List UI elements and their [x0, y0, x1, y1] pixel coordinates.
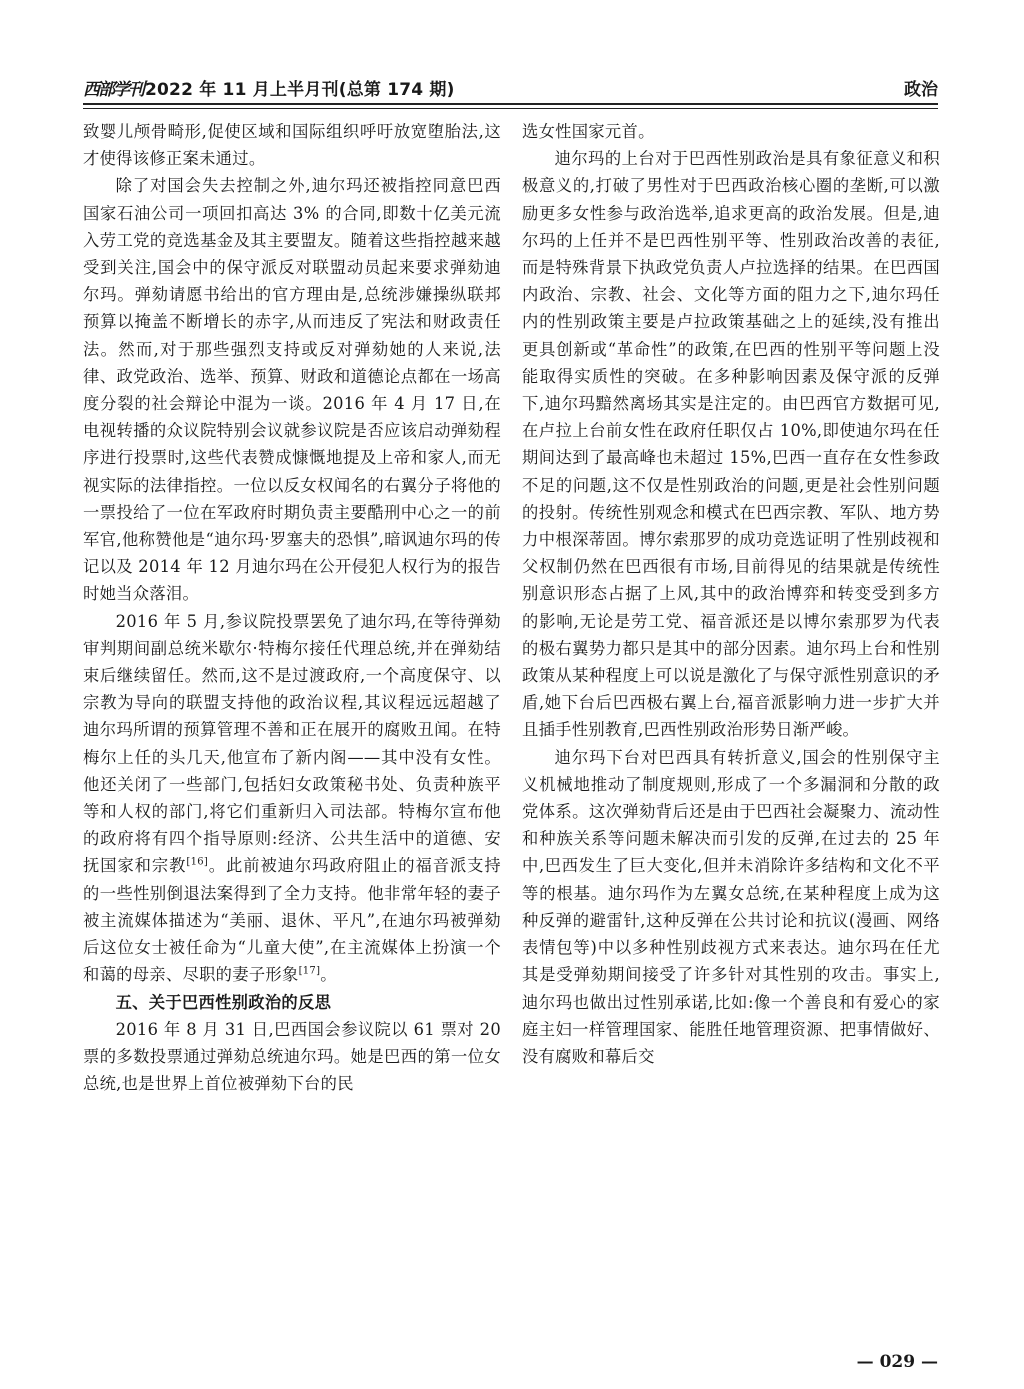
paragraph-gender-politics: 迪尔玛的上台对于巴西性别政治是具有象征意义和积极意义的,打破了男性对于巴西政治核心圈的垄断,可以激励更多女性参与政治选举,追求更高的政治发展。但是,迪尔玛的上任并不是巴西性别平等、性别政治改善的表征,而是特殊背景下执政党负责人卢拉选择的结果。在巴西国内政治、宗教、社会、文化等方面的阻力之下,迪尔玛任内的性别政策主要是卢拉政策基础之上的延续,没有推出更具创新或“革命性”的政策,在巴西的性别平等问题上没能取得实质性的突破。在多种影响因素及保守派的反弹下,迪尔玛黯然离场其实是注定的。由巴西官方数据可见,在卢拉上台前女性在政府任职仅占 10%,即使迪尔玛在任期间达到了最高峰也未超过 15%,巴西一直存在女性参政不足的问题,这不仅是性别政治的问题,更是社会性别问题的投射。传统性别观念和模式在巴西宗教、军队、地方势力中根深蒂固。博尔索那罗的成功竞选证明了性别歧视和父权制仍然在巴西很有市场,目前得见的结果就是传统性别意识形态占据了上风,其中的政治博弈和转变受到多方的影响,无论是劳工党、福音派还是以博尔索那罗为代表的极右翼势力都只是其中的部分因素。迪尔玛上台和性别政策从某种程度上可以说是激化了与保守派性别意识的矛盾,她下台后巴西极右翼上台,福音派影响力进一步扩大并且插手性别教育,巴西性别政治形势日渐严峻。 — [522, 149, 940, 740]
paragraph-continuation: 选女性国家元首。 — [522, 122, 655, 141]
paragraph-turning-point: 迪尔玛下台对巴西具有转折意义,国会的性别保守主义机械地推动了制度规则,形成了一个多漏洞和分散的政党体系。这次弹劾背后还是由于巴西社会凝聚力、流动性和种族关系等问题未解决而引发的反弹,在过去的 25 年中,巴西发生了巨大变化,但并未消除许多结构和文化不平等的根基。迪尔玛作为左翼女总统,在某种程度上成为这种反弹的避雷针,这种反弹在公共讨论和抗议(漫画、网络表情包等)中以多种性别歧视方式来表达。迪尔玛在任尤其是受弹劾期间接受了许多针对其性别的攻击。事实上,迪尔玛也做出过性别承诺,比如:像一个善良和有爱心的家庭主妇一样管理国家、能胜任地管理资源、把事情做好、没有腐败和幕后交 — [522, 747, 940, 1066]
issue-info: 2022 年 11 月上半月刊(总第 174 期) — [145, 80, 455, 100]
header-rule-thin — [83, 108, 938, 109]
text-segment: 2016 年 5 月,参议院投票罢免了迪尔玛,在等待弹劾审判期间副总统米歇尔·特梅尔接任代理总统,并在弹劾结束后继续留任。然而,这不是过渡政府,一个高度保守、以宗教为导向的联盟支持他的政治议程,其议程远远超越了迪尔玛所谓的预算管理不善和正在展开的腐败丑闻。在特梅尔上任的头几天,他宣布了新内阁——其中没有女性。他还关闭了一些部门,包括妇女政策秘书处、负责种族平等和人权的部门,将它们重新归入司法部。特梅尔宣布他的政府将有四个指导原则:经济、公共生活中的道德、安抚国家和宗教 — [83, 611, 501, 876]
journal-logo: 西部学刊 — [83, 80, 143, 100]
citation-16: [16] — [186, 857, 209, 869]
section-heading: 五、关于巴西性别政治的反思 — [115, 992, 332, 1012]
left-column — [83, 118, 501, 1097]
header-rule-thick — [83, 103, 938, 105]
text-segment: 。此前被迪尔玛政府阻止的福音派支持的一些性别倒退法案得到了全力支持。他非常年轻的妻子被主流媒体描述为“美丽、退休、平凡”,在迪尔玛被弹劾后这位女士被任命为“儿童大使”,在主流媒体上扮演一个和蔼的母亲、尽职的妻子形象 — [83, 856, 501, 985]
text-segment: 。 — [320, 965, 337, 985]
paragraph-temer-government — [83, 608, 501, 989]
paragraph-continuation: 致婴儿颅骨畸形,促使区域和国际组织呼吁放宽堕胎法,这才使得该修正案未通过。 — [83, 122, 501, 169]
paragraph-impeachment-charges: 除了对国会失去控制之外,迪尔玛还被指控同意巴西国家石油公司一项回扣高达 3% 的合同,即数十亿美元流入劳工党的竞选基金及其主要盟友。随着这些指控越来越受到关注,国会中的保守派反对联盟动员起来要求弹劾迪尔玛。弹劾请愿书给出的官方理由是,总统涉嫌操纵联邦预算以掩盖不断增长的赤字,从而违反了宪法和财政责任法。然而,对于那些强烈支持或反对弹劾她的人来说,法律、政党政治、选举、预算、财政和道德论点都在一场高度分裂的社会辩论中混为一谈。2016 年 4 月 17 日,在电视转播的众议院特别会议就参议院是否应该启动弹劾程序进行投票时,这些代表赞成慷慨地提及上帝和家人,而无视实际的法律指控。一位以反女权闻名的右翼分子将他的一票投给了一位在军政府时期负责主要酷刑中心之一的前军官,他称赞他是“迪尔玛·罗塞夫的恐惧”,暗讽迪尔玛的传记以及 2014 年 12 月迪尔玛在公开侵犯人权行为的报告时她当众落泪。 — [83, 176, 501, 604]
page-number: — 029 — — [856, 1352, 938, 1372]
citation-17: [17] — [298, 965, 321, 977]
journal-masthead — [83, 75, 455, 100]
right-column — [522, 118, 940, 1070]
paragraph-impeachment-vote: 2016 年 8 月 31 日,巴西国会参议院以 61 票对 20 票的多数投票通过弹劾总统迪尔玛。她是巴西的第一位女总统,也是世界上首位被弹劾下台的民 — [83, 1019, 501, 1094]
running-header — [83, 68, 938, 108]
section-name: 政治 — [904, 80, 938, 100]
